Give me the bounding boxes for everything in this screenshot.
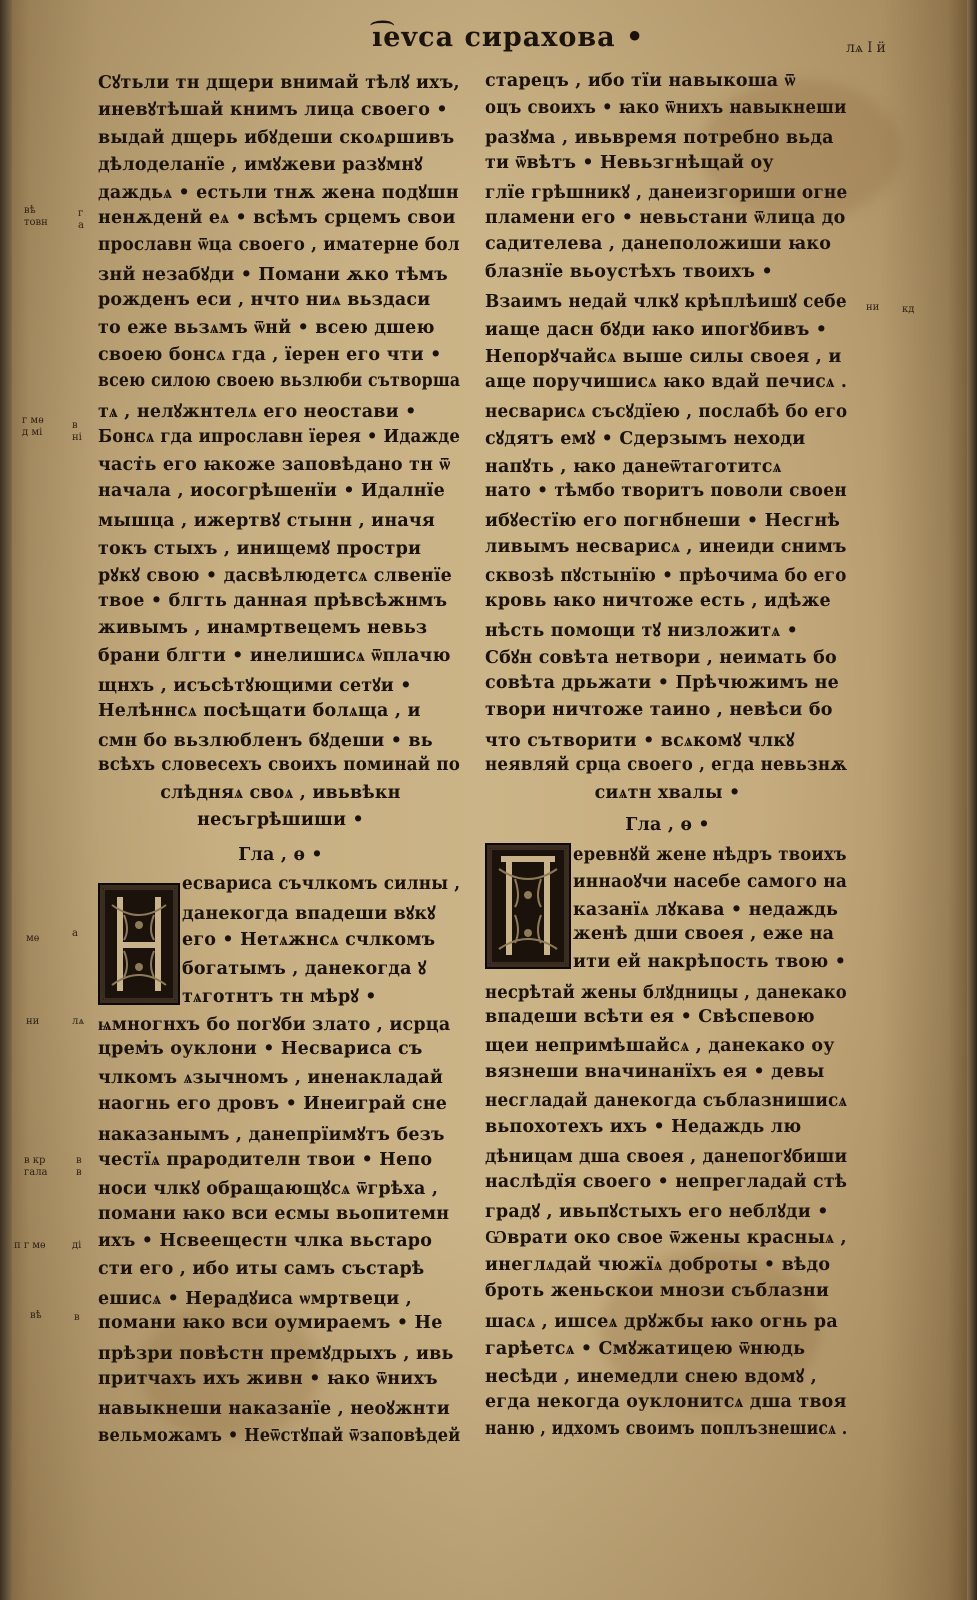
- text-line: совѣта дрьжати • Прѣчюжимъ не: [485, 672, 839, 693]
- text-line: помани ꙗко вси оумираемъ • Не: [98, 1313, 443, 1334]
- text-line: ѩмногнхъ бо погꙋби злато , исрца: [98, 1015, 451, 1035]
- text-line: иневꙋтѣшай книмъ лица своего •: [98, 100, 448, 121]
- margin-note: а: [72, 928, 78, 939]
- text-line: данекогда впадеши вꙋкꙋ: [182, 904, 436, 925]
- text-line: градꙋ , ивьпꙋстыхъ его неблꙋди •: [485, 1202, 829, 1223]
- text-line: блазнїе вьоустѣхъ твоихъ •: [485, 261, 773, 282]
- text-line: несѣди , инемедли снею вдомꙋ ,: [485, 1366, 817, 1387]
- text-line: броть женьскои мнози съблазни: [485, 1281, 830, 1302]
- left-column: [98, 0, 463, 1600]
- text-line: щнхъ , исъсѣтꙋющими сетꙋи •: [98, 675, 412, 696]
- text-line: ибꙋестїю его погнбнеши • Несгнѣ: [485, 511, 840, 532]
- margin-note: вѣ товн: [24, 205, 48, 228]
- folio-number: лѧ ӏ ӥ: [846, 40, 886, 56]
- text-line: несварисѧ съсꙋдїею , послабѣ бо его: [485, 401, 848, 422]
- text-line: егда некогда оуклонитсѧ дша твоя: [485, 1392, 847, 1412]
- text-line: ненѫденй еѧ • всѣмъ срцемъ свои: [98, 208, 456, 228]
- margin-note: ни: [866, 302, 880, 313]
- margin-note: ни: [26, 1016, 40, 1027]
- text-line: пламени его • невьстани ѿлица до: [485, 208, 846, 228]
- text-line: помани ꙗко вси есмы вьопитемн: [98, 1203, 450, 1224]
- margin-note: п г мѳ: [14, 1240, 46, 1251]
- text-line: несгладай данекогда съблазнишисѧ: [485, 1090, 848, 1111]
- text-line: Ѡврати око свое ѿжены красныѧ ,: [485, 1227, 847, 1248]
- text-line: наогнь его дровъ • Инеиграй сне: [98, 1094, 448, 1115]
- text-line: Сбꙋн совѣта нетвори , неимать бо: [485, 648, 837, 669]
- text-line: глїе грѣшникꙋ , данеизгориши огне: [485, 182, 848, 203]
- text-line: твое • блгть данная прѣвсѣжнмъ: [98, 590, 448, 611]
- text-line: Сꙋтьли тн дщери внимай тѣлꙋ ихъ,: [98, 73, 460, 93]
- text-line: мышца , ижертвꙋ стынн , иначя: [98, 511, 436, 532]
- chapter-heading: Гла , ѳ •: [625, 815, 710, 835]
- text-line: всею силою своею вьзлюби сътворша: [98, 371, 461, 392]
- text-line: прославн ѿца своего , иматерне бол: [98, 235, 460, 256]
- text-line: нато • тѣмбо творитъ поволи своен: [485, 481, 847, 501]
- text-line: токъ стыхъ , инищемꙋ простри: [98, 538, 422, 559]
- text-line: щеи непримѣшайсѧ , данекако оу: [485, 1035, 835, 1056]
- text-line: оцъ своихъ • ꙗко ѿнихъ навыкнеши: [485, 98, 847, 119]
- margin-note: вѣ: [30, 1310, 42, 1321]
- text-line: несрѣтай жены блꙋдницы , данекако: [485, 983, 847, 1003]
- text-line: иаще дасн бꙋди ꙗко ипогꙋбивъ •: [485, 319, 828, 340]
- text-line: гарѣетсѧ • Смꙋжатицею ѿнюдь: [485, 1339, 806, 1360]
- margin-note: в кр гала: [24, 1155, 48, 1178]
- text-line: нѣсть помощи тꙋ низложитѧ •: [485, 621, 798, 641]
- text-line: ешисѧ • Нерадꙋиса ѡмртвеци ,: [98, 1289, 412, 1309]
- text-line: напꙋть , ꙗко данеѿтаготитсѧ: [485, 456, 782, 477]
- text-line: сꙋдятъ емꙋ • Сдерзымъ неходи: [485, 429, 806, 450]
- text-line: наню , идхомъ своимъ поплъзнешисѧ .: [485, 1419, 848, 1440]
- decorated-initial-icon: [487, 845, 569, 967]
- text-line: Бонсѧ гда ипрославн їерея • Идажде: [98, 427, 461, 448]
- text-line: садителева , данеположиши ꙗко: [485, 234, 832, 255]
- text-line: брани блгти • инелишисѧ ѿплачю: [98, 646, 451, 667]
- page-right-edge: [967, 0, 977, 1600]
- text-line: аще поручишисѧ ꙗко вдай печисѧ .: [485, 372, 848, 393]
- text-line: рожденъ еси , нчто ниѧ вьздаси: [98, 290, 431, 311]
- text-line: его • Нетѧжнсѧ счлкомъ: [182, 929, 436, 950]
- right-column: [485, 0, 850, 1600]
- text-line: црем̇ъ оуклони • Несвариса съ: [98, 1039, 423, 1060]
- text-line: прѣзри повѣстн премꙋдрыхъ , ивь: [98, 1343, 454, 1364]
- margin-note: г а: [78, 208, 84, 231]
- text-line: казанїѧ лꙋкава • недаждь: [573, 899, 839, 920]
- text-line: ливымъ несварисѧ , инеиди снимъ: [485, 536, 847, 557]
- text-line: кровь ꙗко ничтоже есть , идѣже: [485, 590, 831, 611]
- text-line: сти его , ибо иты самъ състарѣ: [98, 1258, 425, 1279]
- text-line: Взаимъ недай члкꙋ крѣплѣишꙋ себе: [485, 292, 847, 313]
- margin-note: ді: [72, 1240, 82, 1251]
- text-line: знй незабꙋди • Помани ѫко тѣмъ: [98, 264, 448, 285]
- text-line: тѧготнтъ тн мѣрꙋ •: [182, 986, 377, 1007]
- centered-line: слѣдняѧ своѧ , ивьвѣкн: [160, 783, 401, 804]
- text-line: вельможамъ • Неѿстꙋпай ѿзаповѣдей: [98, 1426, 461, 1446]
- text-line: притчахъ ихъ живн • ꙗко ѿнихъ: [98, 1369, 438, 1390]
- page-left-edge: [0, 0, 12, 1600]
- text-line: рꙋкꙋ свою • дасвѣлюдетсѧ слвенїе: [98, 566, 453, 587]
- text-line: навыкнеши наказанїе , неоꙋжнти: [98, 1398, 450, 1419]
- chapter-heading: Гла , ѳ •: [238, 845, 323, 865]
- text-line: част̇ь его ꙗкоже заповѣдано тн ѿ: [98, 454, 451, 475]
- text-line: Нелѣннсѧ посѣщати болѧща , и: [98, 701, 421, 722]
- margin-note: в: [74, 1312, 80, 1323]
- text-line: Непорꙋчайсѧ выше силы своея , и: [485, 347, 842, 367]
- text-line: старецъ , ибо тїи навыкоша ѿ: [485, 71, 796, 91]
- text-line: богатымъ , данекогда ꙋ: [182, 959, 427, 980]
- running-head: ı͡еvса сираховa •: [372, 22, 645, 53]
- text-line: живымъ , инамртвецемъ невьз: [98, 618, 428, 638]
- text-line: наказанымъ , данепрїимꙋтъ безъ: [98, 1124, 445, 1145]
- centered-line: сиѧтн хвалы •: [594, 783, 741, 804]
- text-line: шасѧ , ишсеѧ дрꙋжбы ꙗко огнь ра: [485, 1311, 838, 1332]
- text-line: носи члкꙋ обращающꙋсѧ ѿгрѣха ,: [98, 1179, 439, 1200]
- text-line: вьпохотехъ ихъ • Недаждь лю: [485, 1117, 802, 1137]
- margin-note: в в: [76, 1155, 82, 1178]
- text-line: еревнꙋй жене нѣдръ твоихъ: [573, 845, 847, 865]
- text-line: инеглѧдай чюжїѧ доброты • вѣдо: [485, 1255, 831, 1275]
- text-line: твори ничтоже таино , невѣси бо: [485, 700, 833, 721]
- text-line: дѣницам дша своея , данепогꙋбиши: [485, 1147, 848, 1168]
- decorated-initial-right: [485, 843, 571, 969]
- text-line: разꙋма , ивьвремя потребно вьда: [485, 127, 834, 148]
- text-line: ихъ • Нсвеещестн члка вьстаро: [98, 1231, 433, 1252]
- text-line: что сътворити • всѧкомꙋ члкꙋ: [485, 730, 795, 751]
- margin-note: мѳ: [26, 933, 40, 944]
- text-line: даждьѧ • естьли тнѫ жена подꙋшн: [98, 182, 459, 203]
- text-line: выдай дщерь ибꙋдеши скоѧршивъ: [98, 127, 455, 148]
- decorated-initial-icon: [100, 885, 178, 1003]
- text-line: ти ѿвѣтъ • Невьзгнѣщай оу: [485, 153, 774, 174]
- centered-line: несъгрѣшиши •: [197, 809, 364, 830]
- text-line: есвариса съчлкомъ силны ,: [182, 874, 461, 894]
- decorated-initial-left: [98, 883, 180, 1005]
- text-line: своею бонсѧ гда , їерен его чти •: [98, 345, 442, 365]
- text-line: всѣхъ словесехъ своихъ поминай по: [98, 755, 461, 775]
- text-line: сквозѣ пꙋстынїю • прѣочима бо его: [485, 566, 847, 587]
- text-line: впадеши всѣти ея • Свѣспевою: [485, 1007, 815, 1028]
- margin-note: лѧ: [72, 1016, 85, 1027]
- margin-note: в ні: [72, 420, 82, 443]
- text-line: тѧ , нелꙋжнтелѧ его неостави •: [98, 401, 417, 422]
- text-line: ити ей накрѣпость твою •: [573, 951, 847, 972]
- text-line: иннаоꙋчи насебе самого на: [573, 872, 848, 893]
- text-line: неявляй срца своего , егда невьзнѫ: [485, 755, 848, 775]
- text-line: наслѣдїя своего • непрегладай стѣ: [485, 1171, 848, 1192]
- margin-note: кд: [902, 304, 915, 315]
- text-line: женѣ дши своея , еже на: [573, 924, 835, 945]
- text-line: честїѧ прародителн твои • Непо: [98, 1150, 433, 1170]
- text-line: дѣлоделанїе , имꙋжеви разꙋмнꙋ: [98, 155, 423, 176]
- text-line: члкомъ ѧзычномъ , иненакладай: [98, 1067, 443, 1088]
- text-line: то еже вьзѧмъ ѿнй • всею дшею: [98, 317, 435, 338]
- text-line: вязнеши вначинанїхъ ея • девы: [485, 1062, 825, 1083]
- margin-note: г мѳ д мі: [22, 415, 44, 438]
- text-line: смн бо вьзлюбленъ бꙋдеши • вь: [98, 730, 433, 751]
- text-line: начала , иосогрѣшенїи • Идалнїе: [98, 481, 445, 501]
